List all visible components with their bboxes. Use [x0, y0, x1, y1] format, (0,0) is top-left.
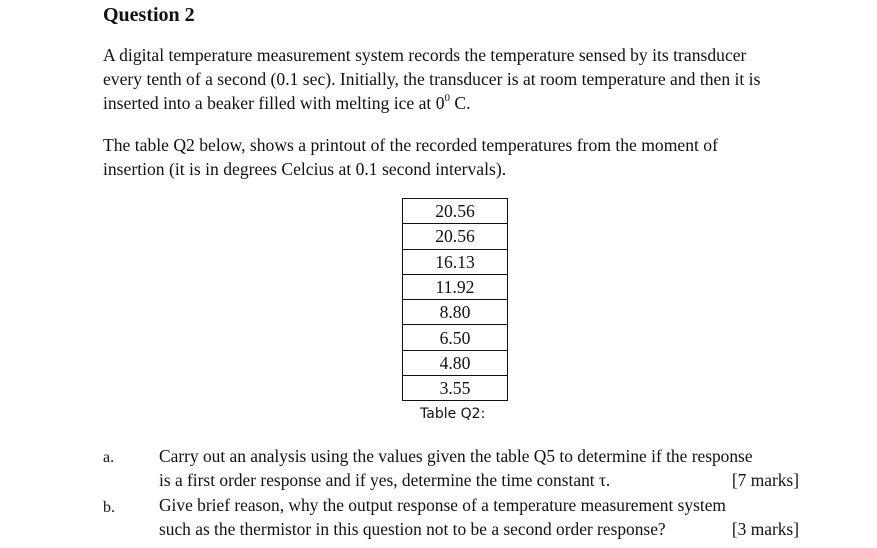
table-cell: 3.55	[403, 376, 508, 401]
description-line-2: insertion (it is in degrees Celcius at 0.1 second intervals).	[103, 159, 507, 179]
table-cell: 6.50	[403, 325, 508, 350]
table-cell: 20.56	[403, 224, 508, 249]
part-b-line-2-text: such as the thermistor in this question not to be a second order response?	[159, 519, 666, 539]
degree-superscript: 0	[444, 92, 450, 105]
table-row	[403, 350, 508, 375]
description-line-1: The table Q2 below, shows a printout of the recorded temperatures from the moment of	[103, 135, 718, 155]
table-row	[403, 376, 508, 401]
table-cell: 4.80	[403, 350, 508, 375]
question-title: Question 2	[103, 4, 195, 26]
part-a-line-1-text: Carry out an analysis using the values given the table Q5 to determine if the response	[159, 446, 753, 466]
table-row	[403, 300, 508, 325]
part-b-line-1-text: Give brief reason, why the output response of a temperature measurement system	[159, 495, 726, 515]
intro-line-2: every tenth of a second (0.1 sec). Initially, the transducer is at room temperature and then it is	[103, 69, 761, 89]
part-a-text	[159, 444, 799, 492]
table-description-paragraph	[103, 133, 823, 181]
intro-line-3-unit: C.	[450, 93, 471, 113]
part-b-label: b.	[103, 499, 115, 516]
intro-line-3-text: inserted into a beaker filled with melting ice at 0	[103, 93, 445, 113]
part-b-line-2	[159, 517, 799, 541]
intro-line-3	[103, 91, 823, 115]
part-b-line-1	[159, 493, 799, 517]
part-a-line-2	[159, 468, 799, 492]
part-a-marks: [7 marks]	[731, 470, 799, 490]
table-row	[403, 224, 508, 249]
part-a-line-2-text: is a first order response and if yes, determine the time constant τ.	[159, 470, 611, 490]
part-a-line-1	[159, 444, 799, 468]
table-cell: 8.80	[403, 300, 508, 325]
part-b-marks: [3 marks]	[731, 519, 799, 539]
table-cell: 20.56	[403, 199, 508, 224]
temperature-table	[402, 198, 508, 401]
table-row	[403, 249, 508, 274]
table-caption: Table Q2:	[420, 406, 486, 422]
part-b-text	[159, 493, 799, 541]
table-cell: 16.13	[403, 249, 508, 274]
table-row	[403, 325, 508, 350]
table-row	[403, 274, 508, 299]
part-a-label: a.	[103, 449, 115, 466]
table-cell: 11.92	[403, 274, 508, 299]
intro-line-1: A digital temperature measurement system records the temperature sensed by its transducer	[103, 45, 747, 65]
intro-paragraph	[103, 43, 823, 115]
table-row	[403, 199, 508, 224]
